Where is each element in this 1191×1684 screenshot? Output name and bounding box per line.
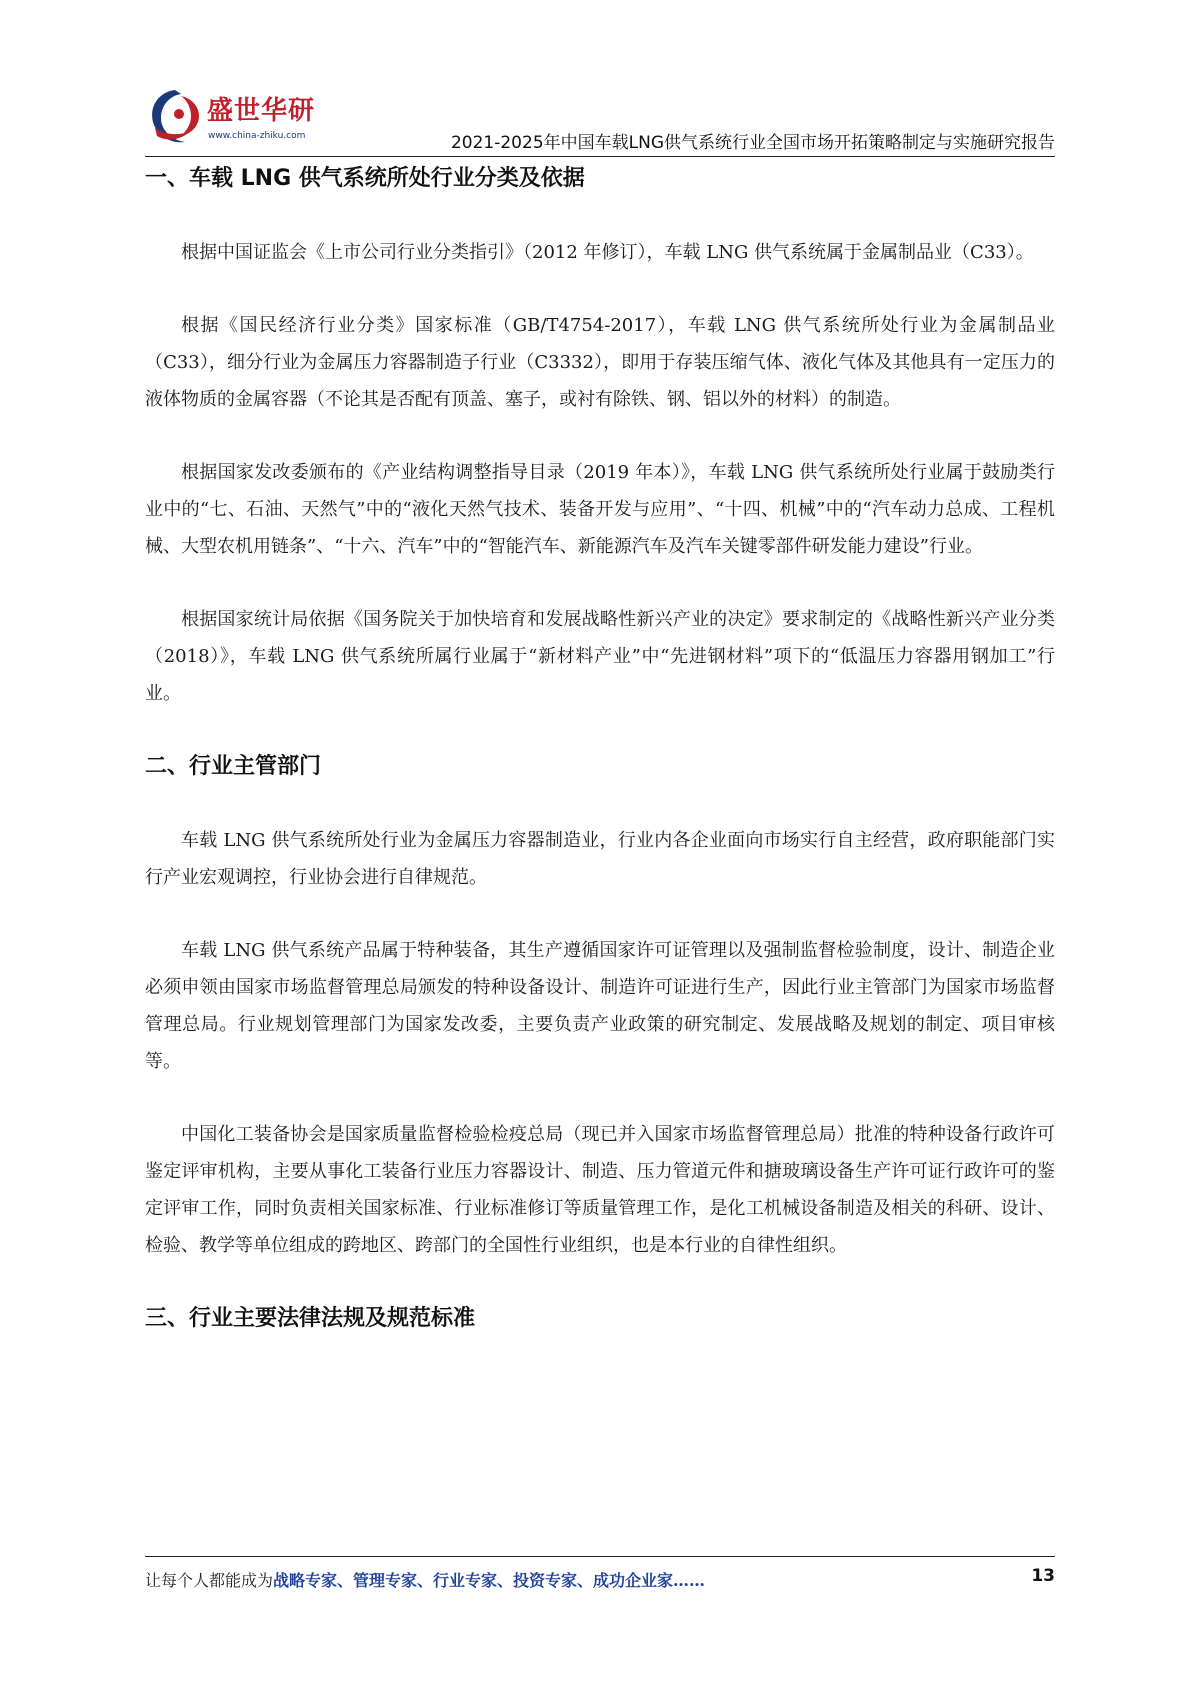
paragraph: 车载 LNG 供气系统产品属于特种装备，其生产遵循国家许可证管理以及强制监督检验制度，设计、制造企业必须申领由国家市场监督管理总局颁发的特种设备设计、制造许可证进行生产，因此行业主管部门为国家市场监督管理总局。行业规划管理部门为国家发改委，主要负责产业政策的研究制定、发展战略及规划的制定、项目审核等。 [145, 940, 1055, 1072]
paragraph: 根据国家发改委颁布的《产业结构调整指导目录（2019 年本）》，车载 LNG 供气系统所处行业属于鼓励类行业中的“七、石油、天然气”中的“液化天然气技术、装备开发与应用”、“十四、机械”中的“汽车动力总成、工程机械、大型农机用链条”、“十六、汽车”中的“智能汽车、新能源汽车及汽车关键零部件研发能力建设”行业。 [145, 462, 1055, 557]
logo-name: 盛世华研 [207, 96, 316, 126]
paragraph: 根据《国民经济行业分类》国家标准（GB/T4754-2017），车载 LNG 供气系统所处行业为金属制品业（C33），细分行业为金属压力容器制造子行业（C3332），即用于存装压缩气体、液化气体及其他具有一定压力的液体物质的金属容器（不论其是否配有顶盖、塞子，或衬有除铁、钢、铝以外的材料）的制造。 [145, 315, 1055, 410]
company-logo [145, 84, 325, 154]
logo-swoosh-icon [145, 84, 207, 150]
footer-divider [145, 1556, 1055, 1557]
logo-url: www.china-zhiku.com [208, 131, 306, 141]
page-header [145, 80, 1055, 156]
footer-slogan-prefix: 让每个人都能成为 [145, 1571, 274, 1590]
section-heading: 一、车载 LNG 供气系统所处行业分类及依据 [145, 166, 585, 191]
section-heading: 二、行业主管部门 [145, 754, 322, 779]
paragraph: 根据国家统计局依据《国务院关于加快培育和发展战略性新兴产业的决定》要求制定的《战略性新兴产业分类（2018）》，车载 LNG 供气系统所属行业属于“新材料产业”中“先进钢材料”项下的“低温压力容器用钢加工”行业。 [145, 609, 1055, 704]
report-title: 2021-2025年中国车载LNG供气系统行业全国市场开拓策略制定与实施研究报告 [450, 133, 1055, 153]
paragraph: 车载 LNG 供气系统所处行业为金属压力容器制造业，行业内各企业面向市场实行自主经营，政府职能部门实行产业宏观调控，行业协会进行自律规范。 [145, 830, 1055, 888]
paragraph: 中国化工装备协会是国家质量监督检验检疫总局（现已并入国家市场监督管理总局）批准的特种设备行政许可鉴定评审机构，主要从事化工装备行业压力容器设计、制造、压力管道元件和搪玻璃设备生产许可证行政许可的鉴定评审工作，同时负责相关国家标准、行业标准修订等质量管理工作，是化工机械设备制造及相关的科研、设计、检验、教学等单位组成的跨地区、跨部门的全国性行业组织，也是本行业的自律性组织。 [145, 1124, 1055, 1256]
footer-slogan-emphasis: 战略专家、管理专家、行业专家、投资专家、成功企业家…… [273, 1571, 706, 1590]
section-heading: 三、行业主要法律法规及规范标准 [145, 1306, 476, 1331]
page-number: 13 [1031, 1566, 1055, 1586]
header-divider [145, 156, 1055, 157]
paragraph: 根据中国证监会《上市公司行业分类指引》（2012 年修订），车载 LNG 供气系统属于金属制品业（C33）。 [181, 242, 1034, 263]
document-body [145, 160, 1055, 1338]
footer-slogan [145, 1568, 705, 1591]
